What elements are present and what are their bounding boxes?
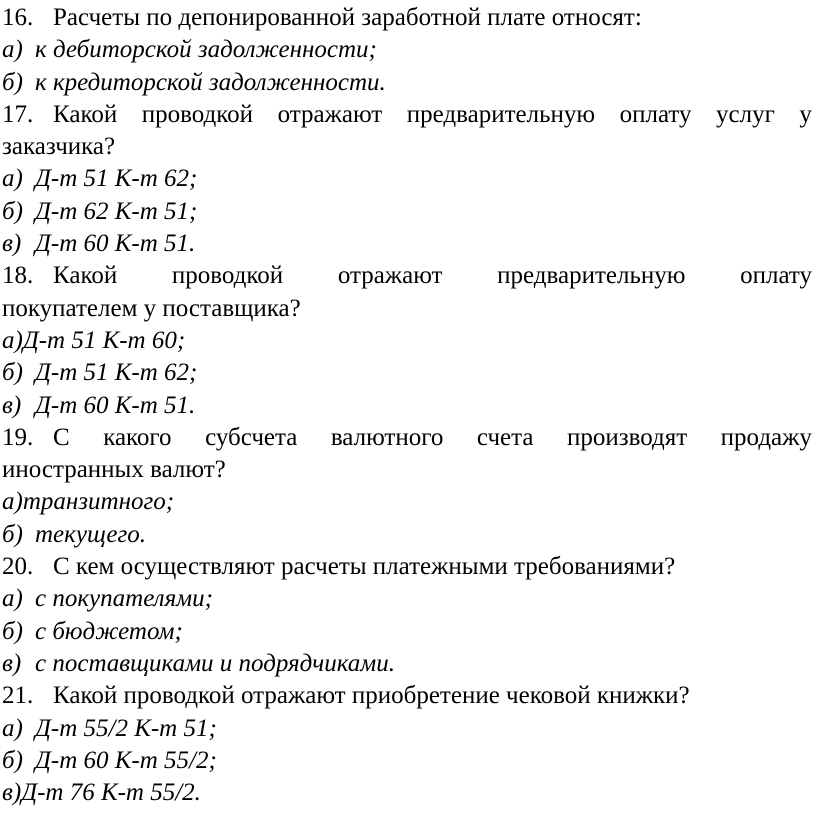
word: оплату bbox=[740, 262, 812, 290]
option-text: текущего. bbox=[35, 520, 147, 548]
option-text: Д-т 60 К-т 55/2; bbox=[35, 746, 217, 774]
question-text bbox=[53, 260, 812, 292]
question-text-continuation: покупателем у поставщика? bbox=[2, 294, 301, 322]
question-line bbox=[2, 680, 812, 712]
question-number: 21. bbox=[2, 682, 34, 710]
option-label: в) bbox=[2, 230, 22, 258]
answer-option bbox=[2, 196, 812, 228]
word: у bbox=[799, 100, 812, 128]
option-text: Д-т 60 К-т 51. bbox=[35, 230, 196, 258]
word: какого bbox=[103, 423, 172, 451]
word: субсчета bbox=[205, 423, 298, 451]
answer-option bbox=[2, 745, 812, 777]
question-number: 16. bbox=[2, 4, 34, 31]
answer-option bbox=[2, 713, 812, 745]
option-label: а) bbox=[2, 165, 23, 193]
option-label: б) bbox=[2, 197, 23, 225]
word: предварительную bbox=[406, 100, 596, 128]
answer-option bbox=[2, 163, 812, 195]
word: оплату bbox=[619, 100, 692, 128]
question-line bbox=[2, 2, 812, 34]
answer-option bbox=[2, 34, 812, 66]
question-text: С кем осуществляют расчеты платежными требованиями? bbox=[53, 553, 676, 581]
question-20 bbox=[2, 551, 812, 680]
word: Какой bbox=[53, 100, 118, 128]
option-text: с покупателями; bbox=[35, 585, 213, 613]
option-label: а) bbox=[2, 714, 23, 742]
answer-option bbox=[2, 325, 812, 357]
option-text: Д-т 55/2 К-т 51; bbox=[35, 714, 217, 742]
option-label: б) bbox=[2, 359, 23, 387]
option-text: с бюджетом; bbox=[35, 617, 183, 645]
question-17 bbox=[2, 99, 812, 260]
answer-option bbox=[2, 583, 812, 615]
answer-option bbox=[2, 648, 812, 680]
option-label: в) bbox=[2, 779, 22, 807]
word: проводкой bbox=[171, 262, 284, 290]
question-number: 19. bbox=[2, 423, 34, 451]
answer-option bbox=[2, 390, 812, 422]
word: проводкой bbox=[141, 100, 254, 128]
option-label: а) bbox=[2, 488, 23, 516]
question-number: 18. bbox=[2, 262, 34, 290]
option-text: к дебиторской задолженности; bbox=[35, 36, 377, 64]
question-line bbox=[2, 551, 812, 583]
word: услуг bbox=[716, 100, 775, 128]
question-number: 17. bbox=[2, 100, 34, 128]
question-number: 20. bbox=[2, 553, 34, 581]
word: продажу bbox=[720, 423, 812, 451]
question-text: Расчеты по депонированной заработной плате относят: bbox=[53, 4, 642, 31]
document-page bbox=[2, 2, 812, 809]
word: валютного bbox=[330, 423, 444, 451]
option-label: б) bbox=[2, 68, 23, 96]
word: Какой bbox=[53, 262, 118, 290]
question-text-continuation: заказчика? bbox=[2, 133, 116, 161]
answer-option bbox=[2, 777, 812, 809]
answer-option bbox=[2, 228, 812, 260]
option-label: в) bbox=[2, 391, 22, 419]
word: счета bbox=[476, 423, 534, 451]
question-text bbox=[53, 99, 812, 131]
option-label: а) bbox=[2, 326, 23, 354]
option-label: б) bbox=[2, 520, 23, 548]
word: предварительную bbox=[497, 262, 686, 290]
word: отражают bbox=[277, 100, 383, 128]
word: С bbox=[53, 423, 70, 451]
question-line bbox=[2, 99, 812, 131]
option-text: Д-т 62 К-т 51; bbox=[35, 197, 198, 225]
option-label: в) bbox=[2, 649, 22, 677]
question-16 bbox=[2, 2, 812, 99]
option-text: Д-т 51 К-т 60; bbox=[22, 326, 186, 354]
question-18 bbox=[2, 260, 812, 421]
word: отражают bbox=[337, 262, 443, 290]
question-text: Какой проводкой отражают приобретение чековой книжки? bbox=[53, 682, 690, 710]
option-text: транзитного; bbox=[22, 488, 175, 516]
answer-option bbox=[2, 67, 812, 99]
answer-option bbox=[2, 519, 812, 551]
answer-option bbox=[2, 616, 812, 648]
option-text: Д-т 51 К-т 62; bbox=[35, 359, 198, 387]
option-text: к кредиторской задолженности. bbox=[35, 68, 386, 96]
question-line bbox=[2, 260, 812, 292]
option-label: а) bbox=[2, 585, 23, 613]
option-text: Д-т 60 К-т 51. bbox=[35, 391, 196, 419]
question-line bbox=[2, 422, 812, 454]
question-text-continuation: иностранных валют? bbox=[2, 456, 226, 484]
option-text: Д-т 51 К-т 62; bbox=[35, 165, 198, 193]
question-text bbox=[53, 422, 812, 454]
option-text: Д-т 76 К-т 55/2. bbox=[21, 779, 201, 807]
question-19 bbox=[2, 422, 812, 551]
question-21 bbox=[2, 680, 812, 809]
word: производят bbox=[566, 423, 688, 451]
option-text: с поставщиками и подрядчиками. bbox=[35, 649, 396, 677]
option-label: а) bbox=[2, 36, 23, 64]
option-label: б) bbox=[2, 746, 23, 774]
option-label: б) bbox=[2, 617, 23, 645]
answer-option bbox=[2, 486, 812, 518]
answer-option bbox=[2, 357, 812, 389]
